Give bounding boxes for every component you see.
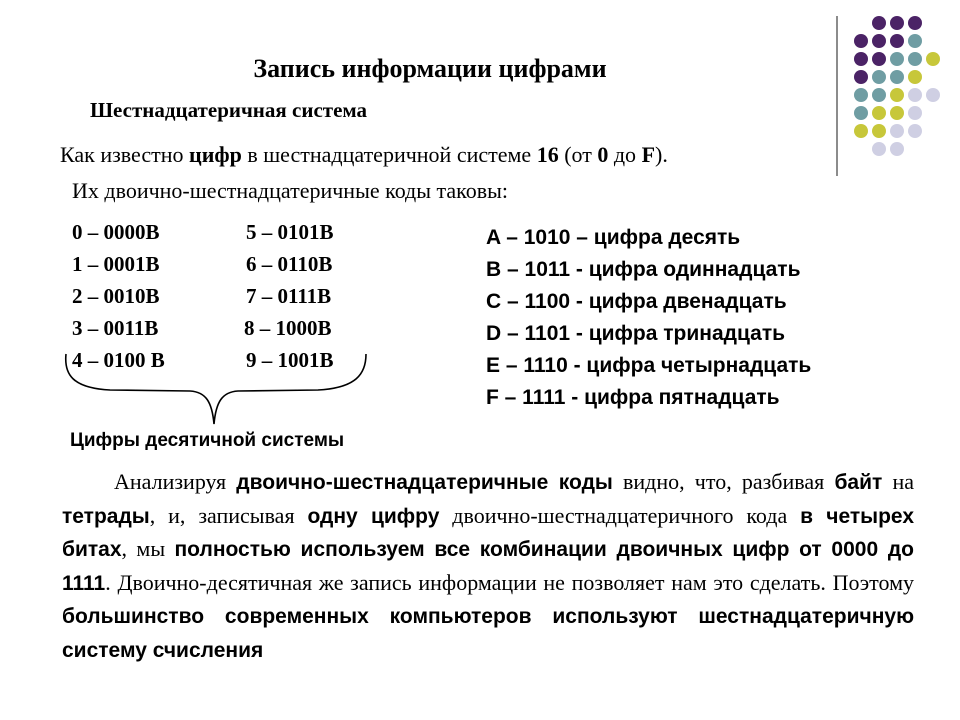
page-subtitle: Шестнадцатеричная система	[90, 98, 368, 122]
decorative-dot	[908, 124, 922, 138]
decorative-dot	[926, 52, 940, 66]
decorative-dot	[872, 52, 886, 66]
decorative-dot	[854, 88, 868, 102]
intro-sentence: Как известно цифр в шестнадцатеричной системе 16 (от 0 до F).	[60, 142, 668, 167]
decorative-dot	[890, 52, 904, 66]
analysis-paragraph: Анализируя двоично-шестнадцатеричные коды видно, что, разбивая байт на тетрады, и, записывая одну цифру двоично-шестнадцатеричного кода в четырех битах, мы полностью используем все комбинации двоичных цифр от 0000 до 1111. Двоично-десятичная же запись информации не позволяет нам это сделать. Поэтому большинство современных компьютеров используют шестнадцатеричную систему счисления	[62, 469, 915, 662]
page-title: Запись информации цифрами	[253, 54, 607, 83]
decorative-dot	[890, 16, 904, 30]
decorative-dot	[872, 142, 886, 156]
decorative-dot	[854, 34, 868, 48]
hex-code-b: B – 1011 - цифра одиннадцать	[486, 258, 801, 281]
decorative-dot	[908, 70, 922, 84]
decorative-dot	[890, 88, 904, 102]
decimal-code-1: 1 – 0001B	[72, 252, 160, 276]
decimal-code-9: 9 – 1001B	[246, 348, 334, 372]
hex-code-d: D – 1101 - цифра тринадцать	[486, 322, 786, 345]
hex-code-e: E – 1110 - цифра четырнадцать	[486, 354, 812, 377]
decorative-dot	[872, 16, 886, 30]
decorative-dot	[872, 106, 886, 120]
decorative-dot	[908, 34, 922, 48]
decorative-dot	[890, 106, 904, 120]
decimal-code-0: 0 – 0000B	[72, 220, 160, 244]
hex-code-a: A – 1010 – цифра десять	[486, 226, 741, 249]
hex-code-f: F – 1111 - цифра пятнадцать	[486, 386, 780, 409]
decorative-dot	[872, 34, 886, 48]
intro-codes-line: Их двоично-шестнадцатеричные коды таковы:	[72, 178, 509, 203]
decorative-dot	[908, 88, 922, 102]
decorative-dot	[854, 106, 868, 120]
decorative-dot	[872, 124, 886, 138]
decorative-dot	[908, 106, 922, 120]
decimal-code-8: 8 – 1000B	[244, 316, 332, 340]
decorative-dot	[890, 142, 904, 156]
decimal-code-7: 7 – 0111B	[246, 284, 332, 308]
decimal-code-2: 2 – 0010B	[72, 284, 160, 308]
decimal-code-6: 6 – 0110B	[246, 252, 333, 276]
decorative-dot	[890, 70, 904, 84]
decimal-digits-label: Цифры десятичной системы	[70, 430, 345, 451]
decorative-divider-line	[836, 16, 838, 176]
decorative-dot	[890, 34, 904, 48]
decorative-dot	[872, 88, 886, 102]
decimal-code-4: 4 – 0100 B	[72, 348, 165, 372]
hex-code-c: C – 1100 - цифра двенадцать	[486, 290, 787, 313]
decorative-dot	[908, 16, 922, 30]
decorative-dot	[872, 70, 886, 84]
decorative-dot	[854, 124, 868, 138]
decorative-dot	[908, 52, 922, 66]
decimal-code-3: 3 – 0011B	[72, 316, 159, 340]
decorative-dot	[890, 124, 904, 138]
decorative-dot	[926, 88, 940, 102]
curly-brace-icon	[60, 352, 380, 432]
decimal-code-5: 5 – 0101B	[246, 220, 334, 244]
